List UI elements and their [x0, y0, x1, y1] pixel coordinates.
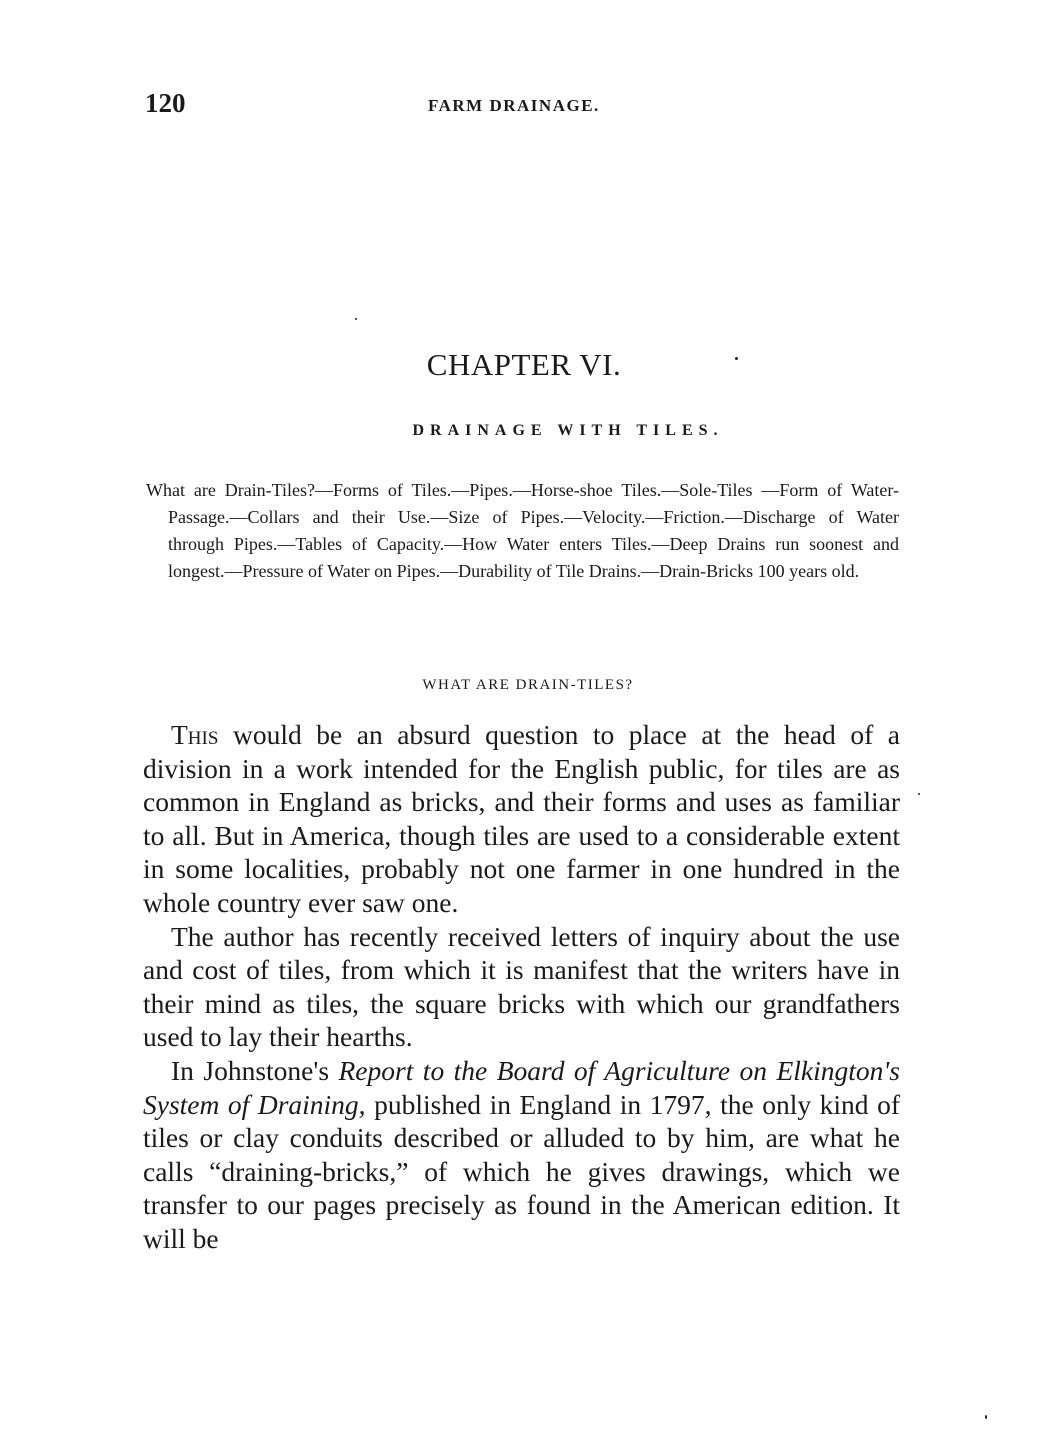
paragraph-1 [143, 718, 900, 920]
scan-speck [918, 793, 920, 795]
chapter-subtitle: DRAINAGE WITH TILES. [412, 422, 724, 439]
section-heading: WHAT ARE DRAIN-TILES? [422, 677, 634, 693]
chapter-synopsis: What are Drain-Tiles?—Forms of Tiles.—Pipes.—Horse-shoe Tiles.—Sole-Tiles —Form of Water-Passage.—Collars and their Use.—Size of Pipes.—Velocity.—Friction.—Discharge of Water through Pipes.—Tables of Capacity.—How Water enters Tiles.—Deep Drains run soonest and longest.—Pressure of Water on Pipes.—Durability of Tile Drains.—Drain-Bricks 100 years old. [146, 480, 899, 581]
paragraph-3-title: Report to the Board of Agriculture on Elkington's System of Draining, [143, 1054, 900, 1120]
paragraph-1-text: would be an absurd question to place at the head of a division in a work intended for the English public, for tiles are as common in England as bricks, and their forms and uses as familiar to all. But in America, though tiles are used to a considerable extent in some localities, probably not one farmer in one hundred in the whole country ever saw one. [143, 719, 900, 918]
scan-speck [355, 318, 357, 320]
running-head: FARM DRAINAGE. [428, 96, 600, 115]
body-text [143, 718, 900, 1256]
paragraph-3-before: In Johnstone's [171, 1054, 339, 1086]
scan-speck [735, 357, 738, 360]
scan-speck [985, 1415, 987, 1419]
paragraph-3 [143, 1054, 900, 1256]
chapter-title: CHAPTER VI. [426, 347, 622, 382]
page-number: 120 [145, 88, 186, 118]
paragraph-2: The author has recently received letters of inquiry about the use and cost of tiles, from which it is manifest that the writers have in their mind as tiles, the square bricks with which our grandfathers used to lay their hearths. [143, 920, 900, 1053]
paragraph-3-after: published in England in 1797, the only kind of tiles or clay conduits described or alluded to by him, are what he calls “draining-bricks,” of which he gives drawings, which we transfer to our pages precisely as found in the American edition. It will be [143, 1088, 900, 1254]
paragraph-1-lead: This [171, 719, 219, 750]
